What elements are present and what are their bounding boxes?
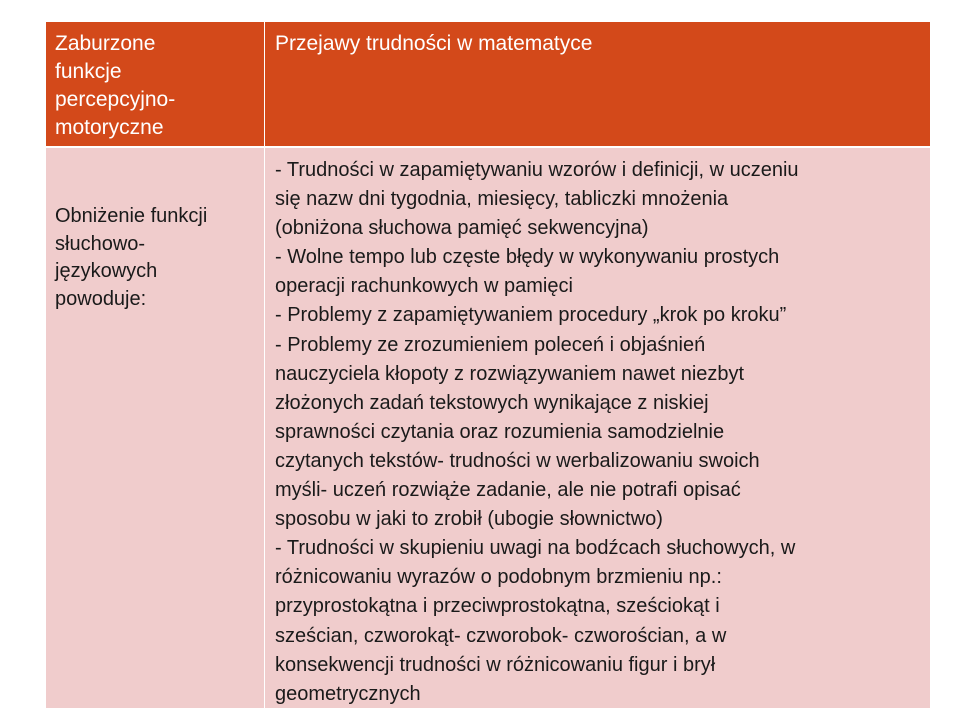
header-left-line: funkcje (55, 60, 122, 83)
header-left-line: Zaburzone (55, 32, 156, 55)
description-line: konsekwencji trudności w różnicowaniu figur i brył (275, 653, 716, 676)
description-line: sprawności czytania oraz rozumienia samodzielnie (275, 420, 725, 443)
description-line: operacji rachunkowych w pamięci (275, 275, 573, 298)
description-line: różnicowaniu wyrazów o podobnym brzmieniu np.: (275, 566, 722, 589)
header-right-title: Przejawy trudności w matematyce (275, 32, 593, 55)
header-left-line: percepcyjno- (55, 88, 176, 111)
row-label-line: słuchowo- (55, 232, 146, 255)
row-label-cell (46, 148, 265, 710)
header-left-line: motoryczne (55, 116, 164, 139)
description-line: myśli- uczeń rozwiąże zadanie, ale nie potrafi opisać (275, 479, 741, 502)
difficulties-table (46, 22, 931, 710)
row-description-cell (265, 148, 931, 710)
description-line: przyprostokątna i przeciwprostokątna, sześciokąt i (275, 595, 720, 618)
row-label-line: Obniżenie funkcji (55, 205, 208, 227)
description-line: - Problemy ze zrozumieniem poleceń i objaśnień (275, 333, 706, 356)
description-line: się nazw dni tygodnia, miesięcy, tabliczki mnożenia (275, 188, 729, 211)
description-line: sposobu w jaki to zrobił (ubogie słownictwo) (275, 508, 663, 531)
row-label-line: powoduje: (55, 287, 147, 310)
row-label-line: językowych (55, 260, 158, 282)
description-line: - Trudności w zapamiętywaniu wzorów i definicji, w uczeniu (275, 159, 799, 181)
description-line: geometrycznych (275, 682, 421, 705)
description-line: - Wolne tempo lub częste błędy w wykonywaniu prostych (275, 246, 780, 269)
description-line: sześcian, czworokąt- czworobok- czworościan, a w (275, 624, 727, 647)
description-line: złożonych zadań tekstowych wynikające z niskiej (275, 391, 709, 414)
description-line: - Problemy z zapamiętywaniem procedury „krok po kroku” (275, 304, 787, 327)
header-cell-symptoms (265, 22, 931, 148)
description-line: czytanych tekstów- trudności w werbalizowaniu swoich (275, 449, 760, 472)
description-line: - Trudności w skupieniu uwagi na bodźcach słuchowych, w (275, 537, 796, 560)
header-cell-disorders (46, 22, 265, 148)
description-line: (obniżona słuchowa pamięć sekwencyjna) (275, 217, 649, 240)
description-line: nauczyciela kłopoty z rozwiązywaniem nawet niezbyt (275, 362, 745, 385)
